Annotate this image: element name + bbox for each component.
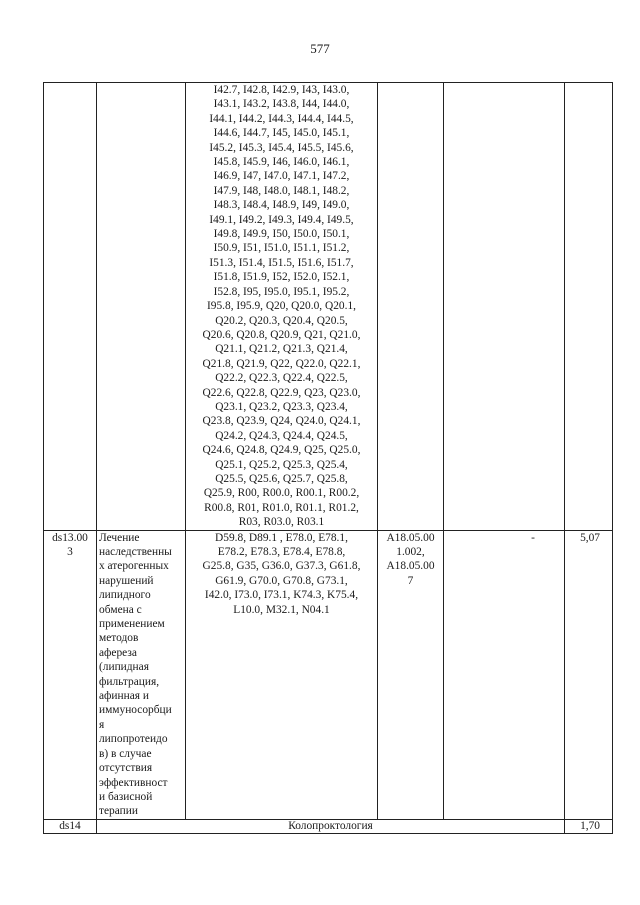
diagnosis-code-line: Q22.2, Q22.3, Q22.4, Q22.5, [215, 372, 348, 385]
cell-criterion: - [444, 530, 565, 819]
diagnosis-code-line: I51.3, I51.4, I51.5, I51.6, I51.7, [209, 256, 354, 269]
diagnosis-code-line: G25.8, G35, G36.0, G37.3, G61.8, [202, 560, 361, 573]
diagnosis-code-line: Q25.1, Q25.2, Q25.3, Q25.4, [215, 458, 348, 471]
service-code-list [380, 531, 441, 589]
diagnosis-code-line: Q25.5, Q25.6, Q25.7, Q25.8, [215, 472, 348, 485]
diagnosis-code-line: Q21.1, Q21.2, Q21.3, Q21.4, [215, 343, 348, 356]
ksg-name-text [99, 531, 183, 819]
ksg-name-line: Лечение [99, 531, 140, 544]
cell-criterion-empty [444, 83, 565, 531]
diagnosis-code-line: I44.6, I44.7, I45, I45.0, I45.1, [213, 127, 350, 140]
diagnosis-code-line: Q22.6, Q22.8, Q22.9, Q23, Q23.0, [202, 386, 361, 399]
cell-ksg-code [44, 530, 97, 819]
cell-ksg-name [97, 530, 186, 819]
diagnosis-code-line: I48.3, I48.4, I48.9, I49, I49.0, [213, 199, 350, 212]
diagnosis-code-line: I95.8, I95.9, Q20, Q20.0, Q20.1, [206, 300, 357, 313]
diagnosis-code-line: Q20.6, Q20.8, Q20.9, Q21, Q21.0, [202, 328, 361, 341]
cell-section-title: Колопроктология [97, 819, 565, 833]
diagnosis-code-line: I52.8, I95, I95.0, I95.1, I95.2, [213, 285, 350, 298]
cell-service-empty [378, 83, 444, 531]
cell-coefficient: 5,07 [565, 530, 613, 819]
ksg-name-line: липидного [99, 589, 151, 602]
diagnosis-code-line: Q24.6, Q24.8, Q24.9, Q25, Q25.0, [202, 444, 361, 457]
ksg-name-line: нарушений [99, 574, 154, 587]
diagnosis-code-line: Q23.1, Q23.2, Q23.3, Q23.4, [215, 400, 348, 413]
diagnosis-code-line: Q24.2, Q24.3, Q24.4, Q24.5, [215, 429, 348, 442]
ksg-name-line: иммуносорбци [99, 704, 172, 717]
diagnosis-code-line: I45.8, I45.9, I46, I46.0, I46.1, [213, 156, 350, 169]
ksg-name-line: и базисной [99, 790, 153, 803]
cell-coefficient-empty [565, 83, 613, 531]
diagnosis-code-line: L10.0, M32.1, N04.1 [233, 603, 330, 616]
diagnosis-code-line: I49.1, I49.2, I49.3, I49.4, I49.5, [209, 213, 354, 226]
diagnosis-code-line: I46.9, I47, I47.0, I47.1, I47.2, [213, 170, 350, 183]
diagnosis-code-line: G61.9, G70.0, G70.8, G73.1, [215, 574, 348, 587]
diagnosis-code-line: Q20.2, Q20.3, Q20.4, Q20.5, [215, 314, 348, 327]
diagnosis-code-line: I42.7, I42.8, I42.9, I43, I43.0, [213, 84, 350, 96]
ksg-name-line: я [99, 718, 105, 731]
diagnosis-code-line: R00.8, R01, R01.0, R01.1, R01.2, [204, 501, 359, 514]
ksg-name-line: применением [99, 618, 165, 631]
diagnosis-code-line: R03, R03.0, R03.1 [238, 516, 325, 529]
diagnosis-code-line: I42.0, I73.0, I73.1, K74.3, K75.4, [204, 589, 359, 602]
ksg-name-line: отсутствия [99, 762, 153, 775]
diagnosis-code-line: Q23.8, Q23.9, Q24, Q24.0, Q24.1, [202, 415, 361, 428]
cell-name-empty [97, 83, 186, 531]
diagnosis-code-line: I49.8, I49.9, I50, I50.0, I50.1, [213, 228, 350, 241]
ksg-name-line: терапии [99, 805, 138, 818]
table-row-ds13 [44, 530, 613, 819]
ksg-name-line: афинная и [99, 690, 149, 703]
ksg-name-line: методов [99, 632, 139, 645]
diagnosis-code-line: Q21.8, Q21.9, Q22, Q22.0, Q22.1, [202, 357, 361, 370]
diagnosis-code-line: I45.2, I45.3, I45.4, I45.5, I45.6, [209, 141, 354, 154]
diagnosis-code-line: I43.1, I43.2, I43.8, I44, I44.0, [213, 98, 350, 111]
cell-code-empty [44, 83, 97, 531]
diagnosis-code-line: Q25.9, R00, R00.0, R00.1, R00.2, [203, 487, 360, 500]
cell-ds13-diagnosis-codes [186, 530, 378, 819]
diagnosis-code-line: I47.9, I48, I48.0, I48.1, I48.2, [213, 184, 350, 197]
table-row-continuation [44, 83, 613, 531]
service-code-line: A18.05.00 [386, 531, 435, 544]
ksg-name-line: фильтрация, [99, 675, 160, 688]
cell-diagnosis-codes [186, 83, 378, 531]
ksg-name-line: в) в случае [99, 747, 152, 760]
service-code-line: A18.05.00 [386, 560, 435, 573]
ds13-diagnosis-code-list [188, 531, 375, 617]
diagnosis-code-line: I50.9, I51, I51.0, I51.1, I51.2, [213, 242, 350, 255]
table-row-ds14 [44, 819, 613, 833]
cell-section-coefficient: 1,70 [565, 819, 613, 833]
ksg-name-line: эффективност [99, 776, 168, 789]
diagnosis-code-line: E78.2, E78.3, E78.4, E78.8, [217, 546, 346, 558]
diagnosis-code-line: I51.8, I51.9, I52, I52.0, I52.1, [213, 271, 350, 284]
page-number: 577 [310, 41, 330, 56]
cell-section-code: ds14 [44, 819, 97, 833]
ksg-name-line: афереза [99, 646, 137, 659]
ksg-table [43, 82, 613, 834]
ksg-name-line: (липидная [99, 661, 149, 674]
ksg-name-line: х атерогенных [99, 560, 169, 573]
diagnosis-code-line: D59.8, D89.1 , E78.0, E78.1, [215, 531, 348, 544]
ksg-name-line: обмена с [99, 603, 142, 616]
service-code-line: 7 [407, 574, 414, 587]
ksg-code-line-2: 3 [67, 546, 73, 558]
cell-service-codes [378, 530, 444, 819]
ksg-name-line: липопротеидо [99, 733, 168, 746]
ksg-code-line-1: ds13.00 [52, 531, 88, 544]
diagnosis-code-line: I44.1, I44.2, I44.3, I44.4, I44.5, [209, 112, 354, 125]
diagnosis-code-list [188, 83, 375, 530]
ksg-name-line: наследственны [99, 546, 172, 558]
service-code-line: 1.002, [396, 546, 425, 558]
